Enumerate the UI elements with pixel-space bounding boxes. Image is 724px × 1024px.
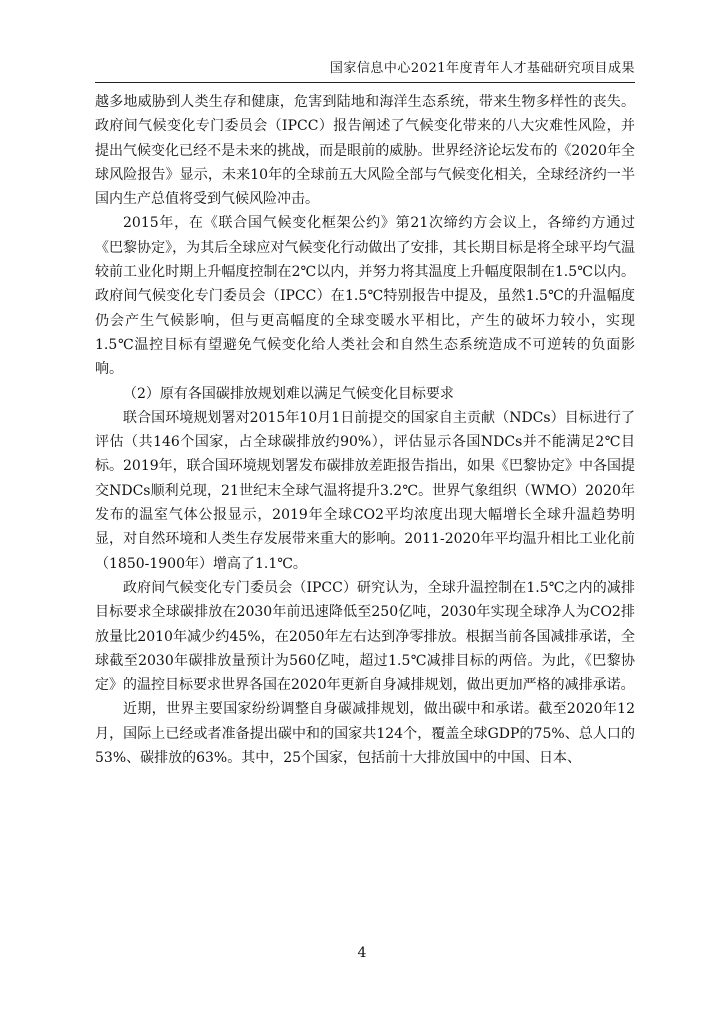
body-text [95,90,635,770]
running-header: 国家信息中心2021年度青年人才基础研究项目成果 [329,61,635,76]
section-subheading: （2）原有各国碳排放规划难以满足气候变化目标要求 [123,385,454,402]
paragraph-4: 政府间气候变化专门委员会（IPCC）研究认为，全球升温控制在1.5℃之内的减排目标要求全球碳排放在2030年前迅速降低至250亿吨，2030年实现全球净人为CO2排放量比2010年减少约45%，在2050年左右达到净零排放。根据当前各国减排承诺，全球截至2030年碳排放量预计为560亿吨，超过1.5℃减排目标的两倍。为此，《巴黎协定》的温控目标要求世界各国在2020年更新自身减排规划，做出更加严格的减排承诺。 [95,579,635,694]
paragraph-1: 越多地威胁到人类生存和健康，危害到陆地和海洋生态系统，带来生物多样性的丧失。政府间气候变化专门委员会（IPCC）报告阐述了气候变化带来的八大灾难性风险，并提出气候变化已经不是未来的挑战，而是眼前的威胁。世界经济论坛发布的《2020年全球风险报告》显示，未来10年的全球前五大风险全部与气候变化相关，全球经济约一半国内生产总值将受到气候风险冲击。 [95,94,635,208]
paragraph-2: 2015年，在《联合国气候变化框架公约》第21次缔约方会议上，各缔约方通过《巴黎协定》，为其后全球应对气候变化行动做出了安排，其长期目标是将全球平均气温较前工业化时期上升幅度控制在2℃以内，并努力将其温度上升幅度限制在1.5℃以内。政府间气候变化专门委员会（IPCC）在1.5℃特别报告中提及，虽然1.5℃的升温幅度仍会产生气候影响，但与更高幅度的全球变暖水平相比，产生的破坏力较小，实现1.5℃温控目标有望避免气候变化给人类社会和自然生态系统造成不可逆转的负面影响。 [95,215,635,378]
paragraph-5: 近期，世界主要国家纷纷调整自身碳减排规划，做出碳中和承诺。截至2020年12月，国际上已经或者准备提出碳中和的国家共124个，覆盖全球GDP的75%、总人口的53%、碳排放的63%。其中，25个国家，包括前十大排放国中的中国、日本、 [95,701,635,767]
page-number: 4 [357,945,367,961]
paragraph-3: 联合国环境规划署对2015年10月1日前提交的国家自主贡献（NDCs）目标进行了评估（共146个国家，占全球碳排放约90%），评估显示各国NDCs并不能满足2℃目标。2019年，联合国环境规划署发布碳排放差距报告指出，如果《巴黎协定》中各国提交NDCs顺利兑现，21世纪末全球气温将提升3.2℃。世界气象组织（WMO）2020年发布的温室气体公报显示，2019年全球CO2平均浓度出现大幅增长全球升温趋势明显，对自然环境和人类生存发展带来重大的影响。2011-2020年平均温升相比工业化前（1850-1900年）增高了1.1℃。 [95,409,635,572]
header-rule [95,82,635,83]
